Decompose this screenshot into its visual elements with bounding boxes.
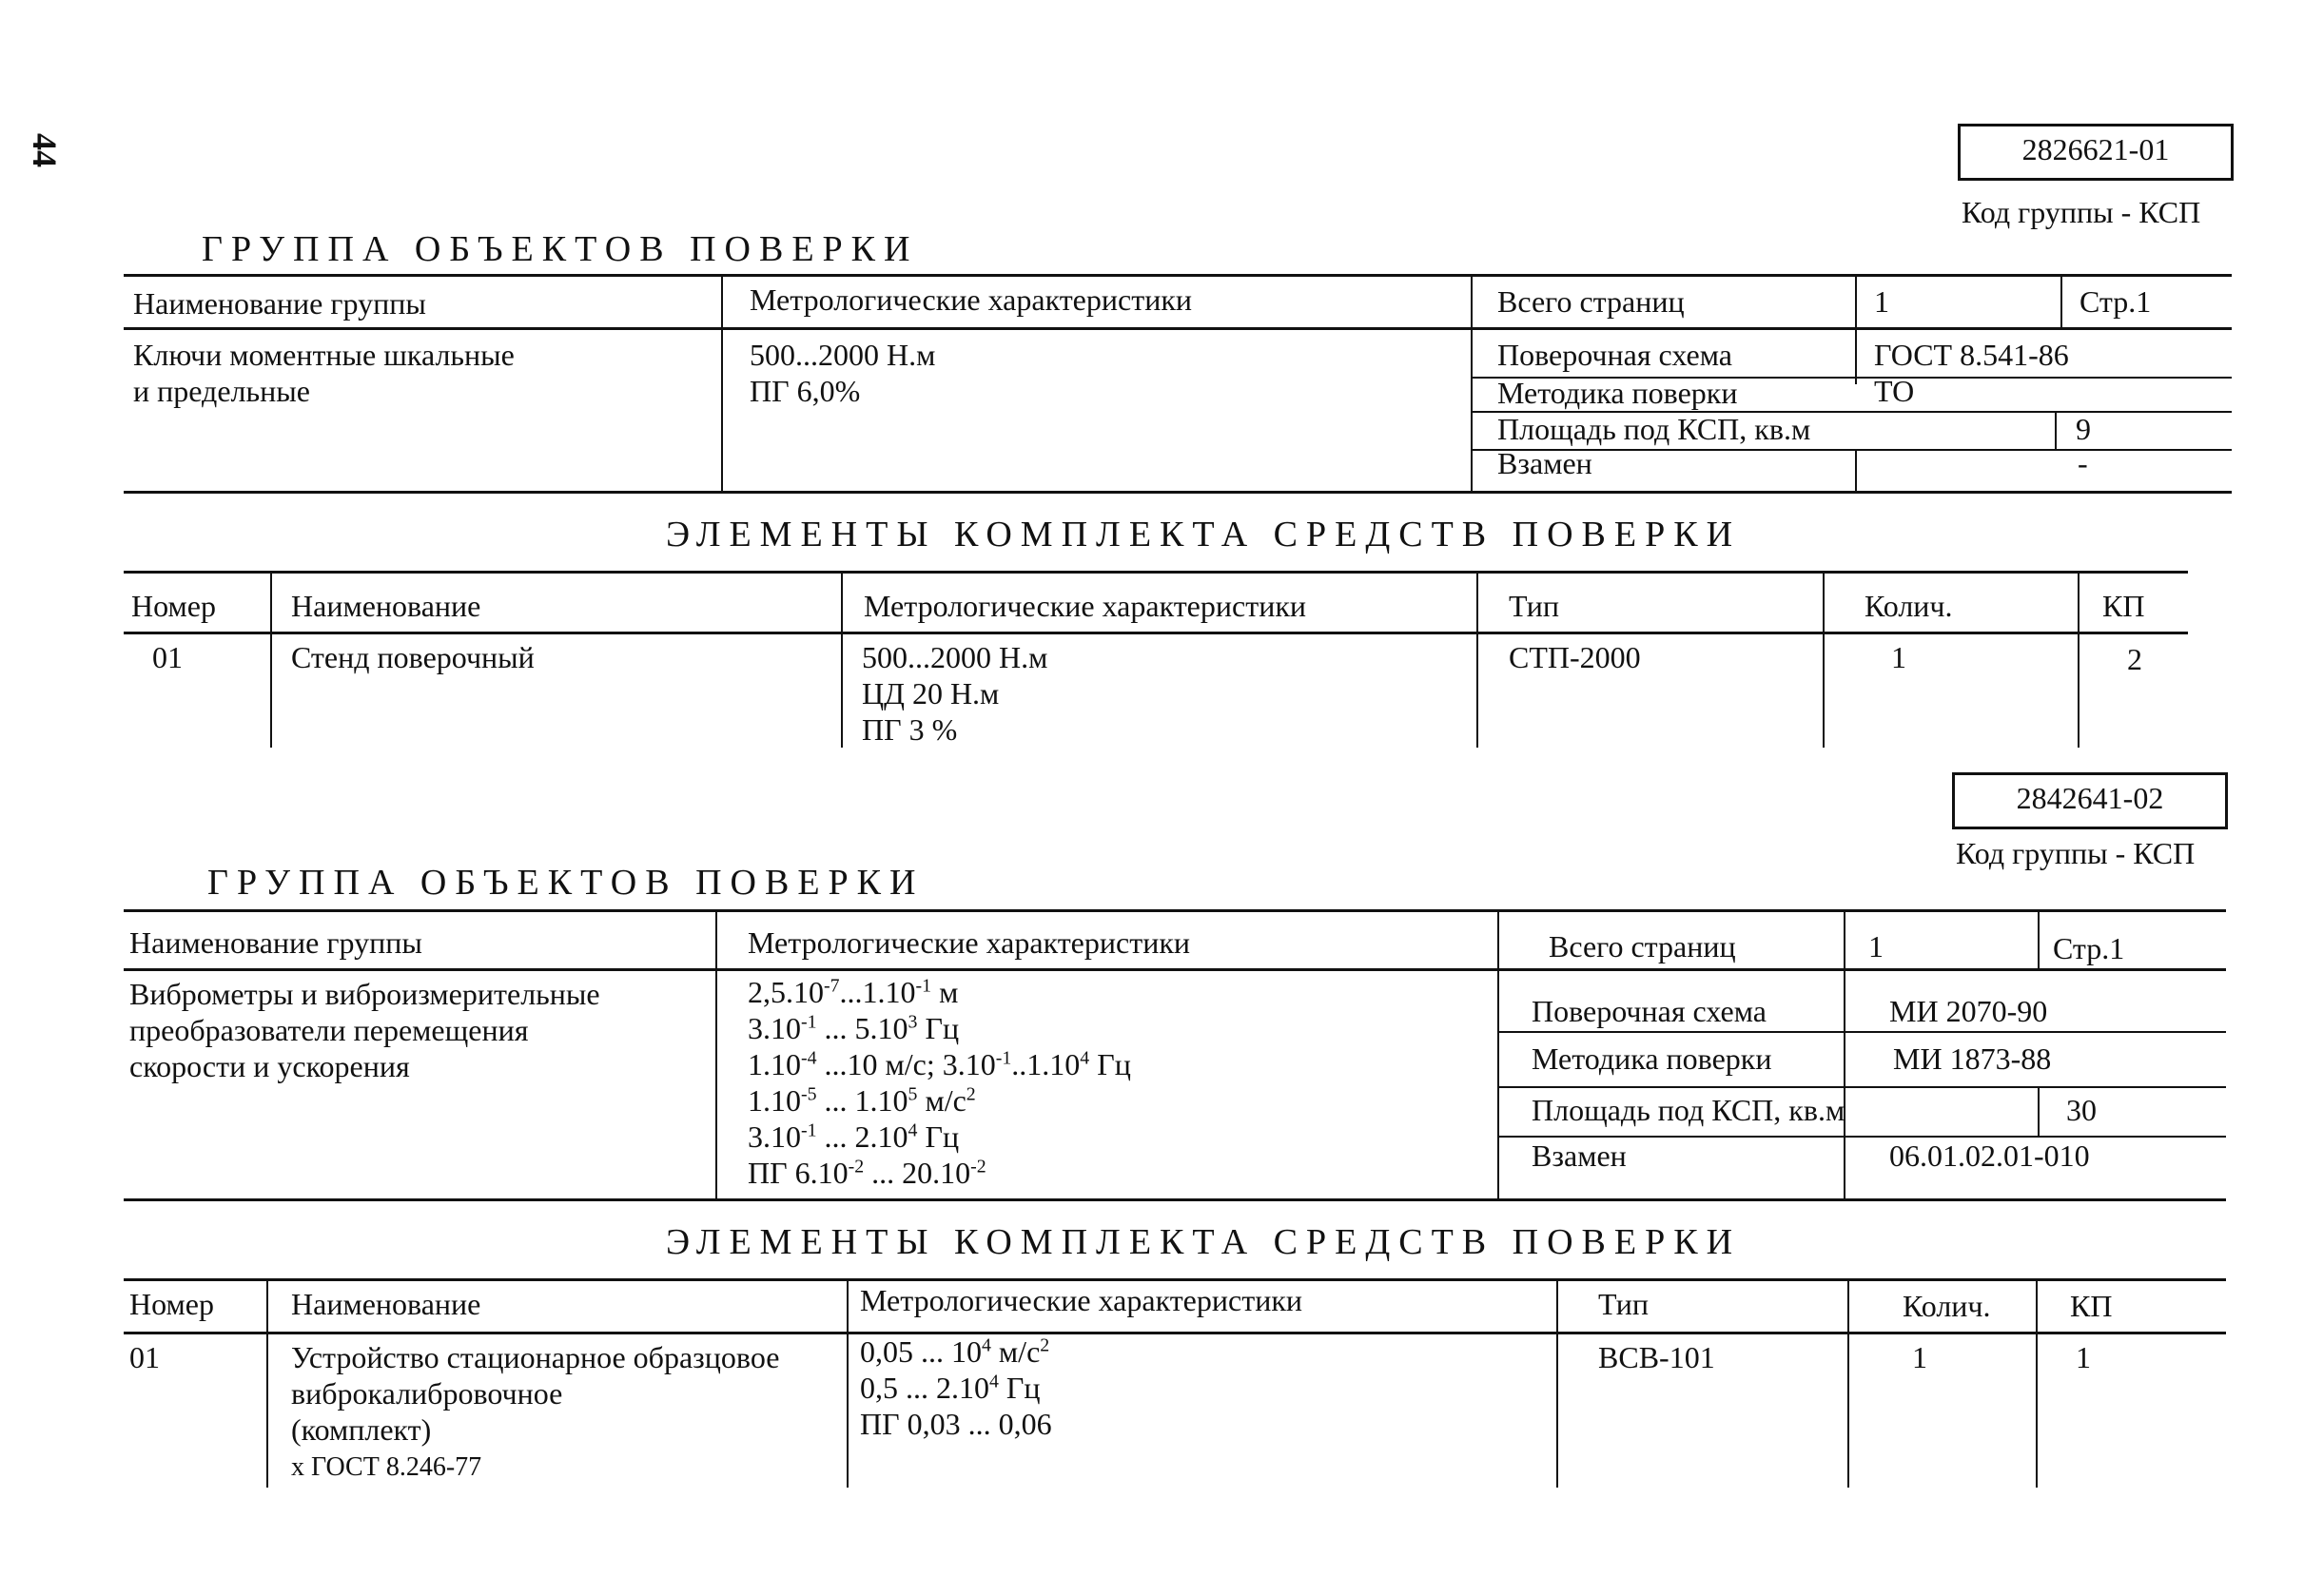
total-pages-value: 1 (1868, 929, 1884, 963)
total-pages-label: Всего страниц (1497, 284, 1685, 319)
col-metro-header: Метрологические характеристики (748, 925, 1190, 960)
el-row-type: ВСВ-101 (1598, 1340, 1715, 1374)
area-value: 30 (2066, 1093, 2097, 1127)
el-row-name: Устройство стационарное образцовое виброкалибровочное (комплект) (291, 1340, 780, 1447)
group-code-label: Код группы - КСП (1962, 195, 2201, 229)
el-row-name: Стенд поверочный (291, 640, 535, 674)
el-header-name: Наименование (291, 589, 481, 623)
method-value: МИ 1873-88 (1893, 1041, 2052, 1076)
el-row-kp: 1 (2076, 1340, 2091, 1374)
metro-line: $1.10^{-5}$ ... 1.10$^5$ $м/с^2$ (748, 1083, 976, 1118)
col-metro-header: Метрологические характеристики (750, 282, 1192, 317)
group-name: Виброметры и виброизмерительные преобразователи перемещения скорости и ускорения (129, 977, 600, 1083)
el-header-qty: Колич. (1865, 589, 1953, 623)
col-group-name-header: Наименование группы (129, 925, 422, 960)
scheme-value: МИ 2070-90 (1889, 994, 2048, 1028)
method-value: ТО (1874, 374, 1915, 408)
el-header-type: Тип (1598, 1287, 1649, 1321)
total-pages-label: Всего страниц (1549, 929, 1736, 963)
metro-line: $1.10^{-4}$ ...10 м/с; $3.10^{-1}..1.10^4$ Гц (748, 1047, 1131, 1081)
el-header-qty: Колич. (1903, 1289, 1991, 1323)
el-header-name: Наименование (291, 1287, 481, 1321)
el-header-kp: КП (2070, 1289, 2113, 1323)
scheme-label: Поверочная схема (1497, 338, 1732, 372)
elements-heading: ЭЛЕМЕНТЫ КОМПЛЕКТА СРЕДСТВ ПОВЕРКИ (666, 1222, 1742, 1262)
metro-line: $2,5.10^{-7}...1.10^{-1}$ м (748, 975, 959, 1009)
group-code-box: 2842641-02 (1952, 772, 2228, 829)
replace-label: Взамен (1532, 1139, 1627, 1173)
el-row-type: СТП-2000 (1509, 640, 1641, 674)
scheme-value: ГОСТ 8.541-86 (1874, 338, 2069, 372)
group-heading: ГРУППА ОБЪЕКТОВ ПОВЕРКИ (207, 863, 925, 903)
page-label: Стр.1 (2079, 284, 2152, 319)
metro-line: $3.10^{-1}$ ... 5.10$^3$ Гц (748, 1011, 960, 1045)
metro-line: ПГ $6.10^{-2}$ ... $20.10^{-2}$ (748, 1156, 986, 1190)
replace-label: Взамен (1497, 446, 1592, 480)
metro-line: ПГ 0,03 ... 0,06 (860, 1407, 1052, 1441)
el-header-metro: Метрологические характеристики (860, 1283, 1302, 1317)
area-label: Площадь под КСП, кв.м (1532, 1093, 1845, 1127)
total-pages-value: 1 (1874, 284, 1889, 319)
area-value: 9 (2076, 412, 2091, 446)
el-row-num: 01 (129, 1340, 160, 1374)
el-row-note: х ГОСТ 8.246-77 (291, 1452, 482, 1482)
col-group-name-header: Наименование группы (133, 286, 426, 321)
el-row-metro: 500...2000 Н.м ЦД 20 Н.м ПГ 3 % (862, 640, 1048, 747)
method-label: Методика поверки (1532, 1041, 1772, 1076)
scheme-label: Поверочная схема (1532, 994, 1767, 1028)
el-row-qty: 1 (1891, 640, 1906, 674)
group-code-box: 2826621-01 (1958, 124, 2234, 181)
method-label: Методика поверки (1497, 376, 1738, 410)
metro-line: 0,05 ... $10^4$ $м/с^2$ (860, 1334, 1050, 1369)
el-header-num: Номер (131, 589, 216, 623)
page-label: Стр.1 (2053, 931, 2125, 965)
el-row-metro (860, 1333, 1052, 1442)
el-header-kp: КП (2102, 589, 2145, 623)
el-row-num: 01 (152, 640, 183, 674)
el-header-num: Номер (129, 1287, 214, 1321)
el-header-metro: Метрологические характеристики (864, 589, 1306, 623)
group-code-label: Код группы - КСП (1956, 836, 2196, 870)
group-name: Ключи моментные шкальные и предельные (133, 338, 515, 408)
page-number: 44 (26, 133, 64, 167)
metro-line: $3.10^{-1}$ ... 2.10$^4$ Гц (748, 1119, 960, 1154)
el-row-kp: 2 (2127, 642, 2142, 676)
el-row-qty: 1 (1912, 1340, 1927, 1374)
area-label: Площадь под КСП, кв.м (1497, 412, 1811, 446)
metro-line: 0,5 ... 2.10$^4$ Гц (860, 1371, 1041, 1405)
group-metro (748, 974, 1131, 1191)
replace-value: 06.01.02.01-010 (1889, 1139, 2090, 1173)
group-heading: ГРУППА ОБЪЕКТОВ ПОВЕРКИ (202, 229, 919, 269)
elements-heading: ЭЛЕМЕНТЫ КОМПЛЕКТА СРЕДСТВ ПОВЕРКИ (666, 515, 1742, 555)
replace-value: - (2078, 446, 2088, 480)
el-header-type: Тип (1509, 589, 1559, 623)
group-metro: 500...2000 Н.м ПГ 6,0% (750, 338, 936, 408)
